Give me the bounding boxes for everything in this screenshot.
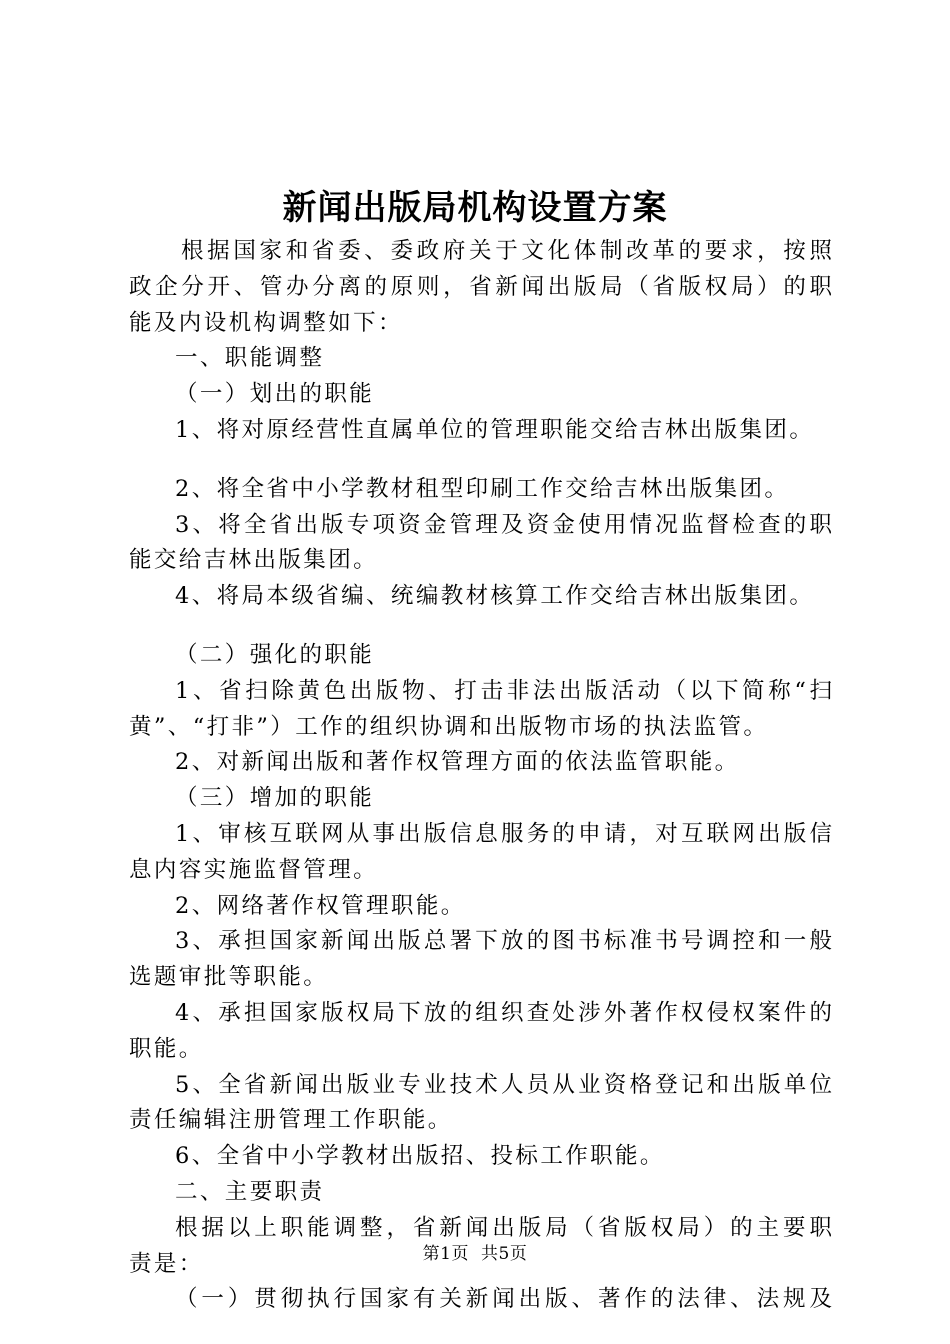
paragraph-line: 息内容实施监督管理。: [129, 856, 379, 883]
paragraph-line: 2、对新闻出版和著作权管理方面的依法监管职能。: [175, 749, 740, 776]
paragraph-line: 能及内设机构调整如下：: [129, 309, 403, 336]
paragraph-gap: [129, 449, 832, 472]
paragraph-line: 1、将对原经营性直属单位的管理职能交给吉林出版集团。: [175, 416, 815, 443]
paragraph-line: 1、省扫除黄色出版物、打击非法出版活动（以下简称“扫: [175, 677, 832, 704]
section-heading: 二、主要职责: [175, 1178, 325, 1205]
paragraph-line: 3、承担国家新闻出版总署下放的图书标准书号调控和一般: [175, 928, 832, 955]
paragraph-line: 责是：: [129, 1250, 204, 1277]
paragraph-line: 2、将全省中小学教材租型印刷工作交给吉林出版集团。: [175, 475, 790, 502]
paragraph-line: 职能。: [129, 1035, 204, 1062]
paragraph-line: 4、将局本级省编、统编教材核算工作交给吉林出版集团。: [175, 583, 815, 610]
subsection-heading: （一）划出的职能: [175, 381, 375, 408]
paragraph-line: 责任编辑注册管理工作职能。: [129, 1107, 453, 1134]
page-footer: [0, 1243, 950, 1265]
document-body: [129, 234, 832, 1318]
paragraph-line: 选题审批等职能。: [129, 964, 329, 991]
page-number: 第1页: [422, 1244, 469, 1264]
subsection-heading: （二）强化的职能: [175, 641, 375, 668]
paragraph-line: 2、网络著作权管理职能。: [175, 892, 466, 919]
paragraph-line: 4、承担国家版权局下放的组织查处涉外著作权侵权案件的: [175, 999, 832, 1026]
paragraph-line: 1、审核互联网从事出版信息服务的申请，对互联网出版信: [175, 820, 832, 847]
document-title: 新闻出版局机构设置方案: [282, 188, 668, 228]
page-total: 共5页: [481, 1244, 528, 1264]
paragraph-line: 5、全省新闻出版业专业技术人员从业资格登记和出版单位: [175, 1071, 832, 1098]
paragraph-line: 黄”、“打非”）工作的组织协调和出版物市场的执法监管。: [129, 713, 769, 740]
paragraph-line: 政企分开、管办分离的原则，省新闻出版局（省版权局）的职: [129, 273, 832, 300]
subsection-heading: （三）增加的职能: [175, 785, 375, 812]
paragraph-gap: [129, 615, 832, 638]
paragraph-line: （一）贯彻执行国家有关新闻出版、著作的法律、法规及: [175, 1286, 832, 1313]
section-heading: 一、职能调整: [175, 345, 325, 372]
paragraph-line: 根据以上职能调整，省新闻出版局（省版权局）的主要职: [175, 1214, 832, 1241]
paragraph-line: 6、全省中小学教材出版招、投标工作职能。: [175, 1143, 665, 1170]
paragraph-line: 根据国家和省委、委政府关于文化体制改革的要求，按照: [181, 238, 832, 264]
paragraph-line: 能交给吉林出版集团。: [129, 547, 379, 574]
paragraph-line: 3、将全省出版专项资金管理及资金使用情况监督检查的职: [175, 511, 832, 538]
